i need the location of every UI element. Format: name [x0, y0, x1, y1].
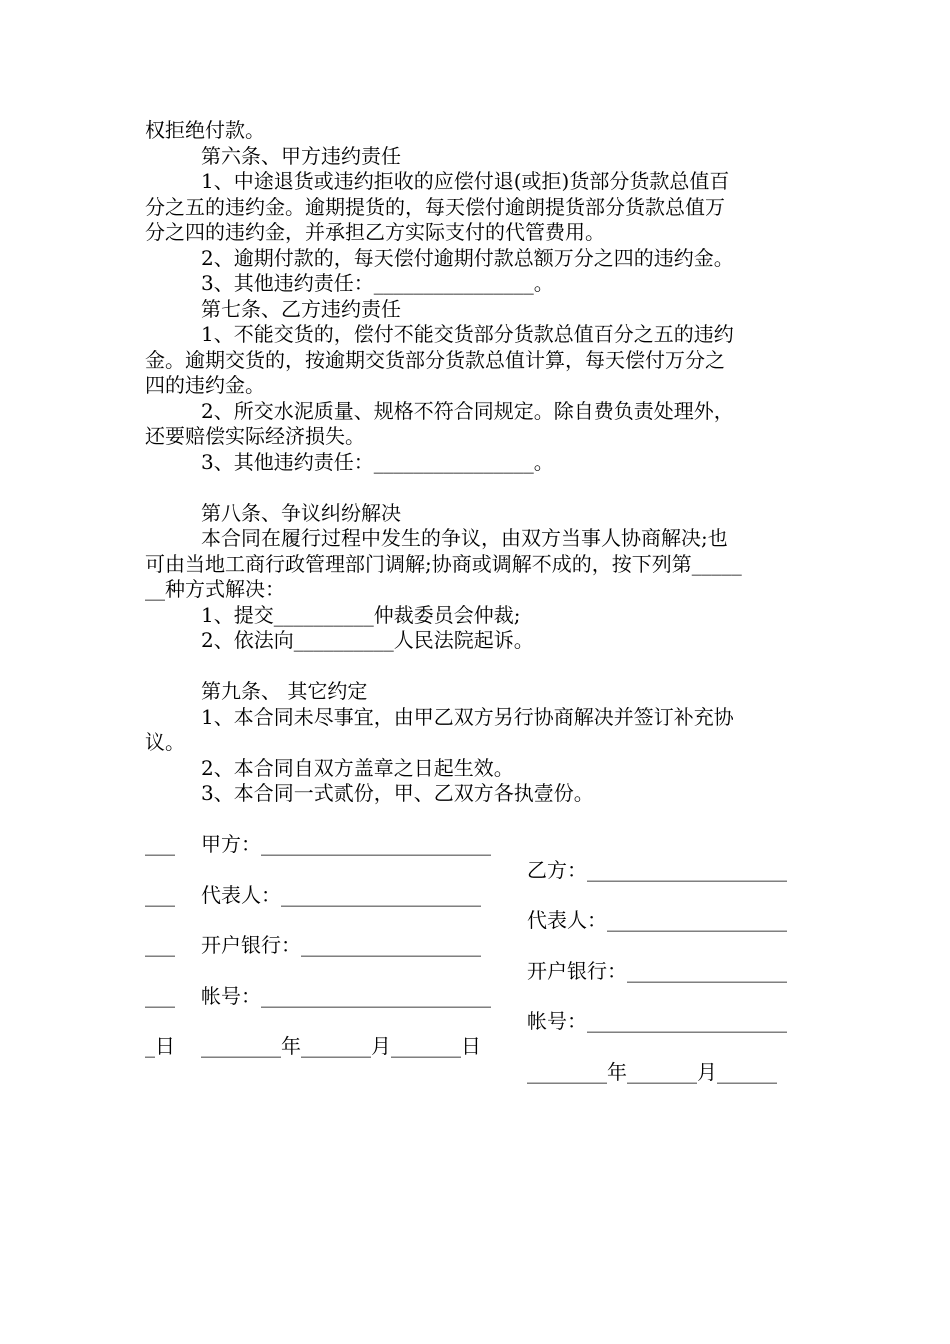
text-line: 可由当地工商行政管理部门调解;协商或调解不成的，按下列第_____ [145, 551, 742, 576]
bank-a-field: 开户银行：__________________ [201, 933, 481, 957]
text-line: 权拒绝付款。 [145, 118, 265, 142]
date-b-field: ________年_______月______ [527, 1059, 777, 1084]
text-line: 第六条、甲方违约责任 [201, 143, 401, 168]
text-line: 2、逾期付款的，每天偿付逾期付款总额万分之四的违约金。 [201, 245, 734, 270]
account-a-field: 帐号：_______________________ [201, 983, 491, 1008]
account-b-field: 帐号：____________________ [527, 1009, 787, 1033]
blank-line [145, 475, 810, 501]
party-a-field: 甲方：_______________________ [201, 832, 491, 856]
text-line: 议。 [145, 730, 185, 754]
bank-row-continuation: ___ [145, 933, 175, 957]
bank-b-field: 开户银行：________________ [527, 958, 787, 983]
text-line: 第九条、 其它约定 [201, 679, 368, 703]
representative-row-continuation: ___ [145, 882, 175, 907]
party-row-continuation: ___ [145, 832, 175, 856]
text-line: 3、本合同一式贰份，甲、乙双方各执壹份。 [201, 781, 594, 805]
party-b-field: 乙方：____________________ [527, 857, 787, 882]
text-line: 2、依法向__________人民法院起诉。 [201, 628, 534, 652]
representative-row [145, 857, 810, 932]
account-row-continuation: ___ [145, 983, 175, 1008]
date-row [145, 1009, 810, 1084]
text-line: 1、提交__________仲裁委员会仲裁; [201, 602, 521, 627]
signature-block [145, 807, 810, 1084]
text-line: 本合同在履行过程中发生的争议，由双方当事人协商解决;也 [201, 526, 728, 550]
representative-b-field: 代表人：__________________ [527, 908, 787, 932]
text-line: 1、中途退货或违约拒收的应偿付退(或拒)货部分货款总值百 [201, 169, 730, 193]
text-line: 2、所交水泥质量、规格不符合同规定。除自费负责处理外， [201, 398, 734, 423]
text-line: 四的违约金。 [145, 373, 265, 397]
text-line: 还要赔偿实际经济损失。 [145, 424, 365, 448]
contract-page [145, 118, 810, 1084]
date-row-continuation: _日 [145, 1034, 175, 1058]
blank-line [145, 654, 810, 680]
text-line: 金。逾期交货的，按逾期交货部分货款总值计算，每天偿付万分之 [145, 347, 725, 372]
party-row [145, 807, 810, 882]
text-line: __种方式解决： [145, 577, 285, 601]
bank-row [145, 908, 810, 983]
text-line: 分之四的违约金，并承担乙方实际支付的代管费用。 [145, 220, 605, 244]
account-row [145, 958, 810, 1033]
contract-body [145, 118, 810, 807]
text-line: 1、本合同未尽事宜，由甲乙双方另行协商解决并签订补充协 [201, 704, 734, 729]
text-line: 3、其他违约责任：________________。 [201, 449, 554, 474]
text-line: 2、本合同自双方盖章之日起生效。 [201, 755, 514, 780]
text-line: 分之五的违约金。逾期提货的，每天偿付逾朗提货部分货款总值万 [145, 194, 725, 219]
representative-a-field: 代表人：____________________ [201, 882, 481, 907]
text-line: 1、不能交货的，偿付不能交货部分货款总值百分之五的违约 [201, 322, 734, 346]
date-a-field: ________年_______月_______日 [201, 1034, 481, 1058]
text-line: 第八条、争议纠纷解决 [201, 500, 401, 525]
text-line: 3、其他违约责任：________________。 [201, 271, 554, 295]
text-line: 第七条、乙方违约责任 [201, 296, 401, 321]
